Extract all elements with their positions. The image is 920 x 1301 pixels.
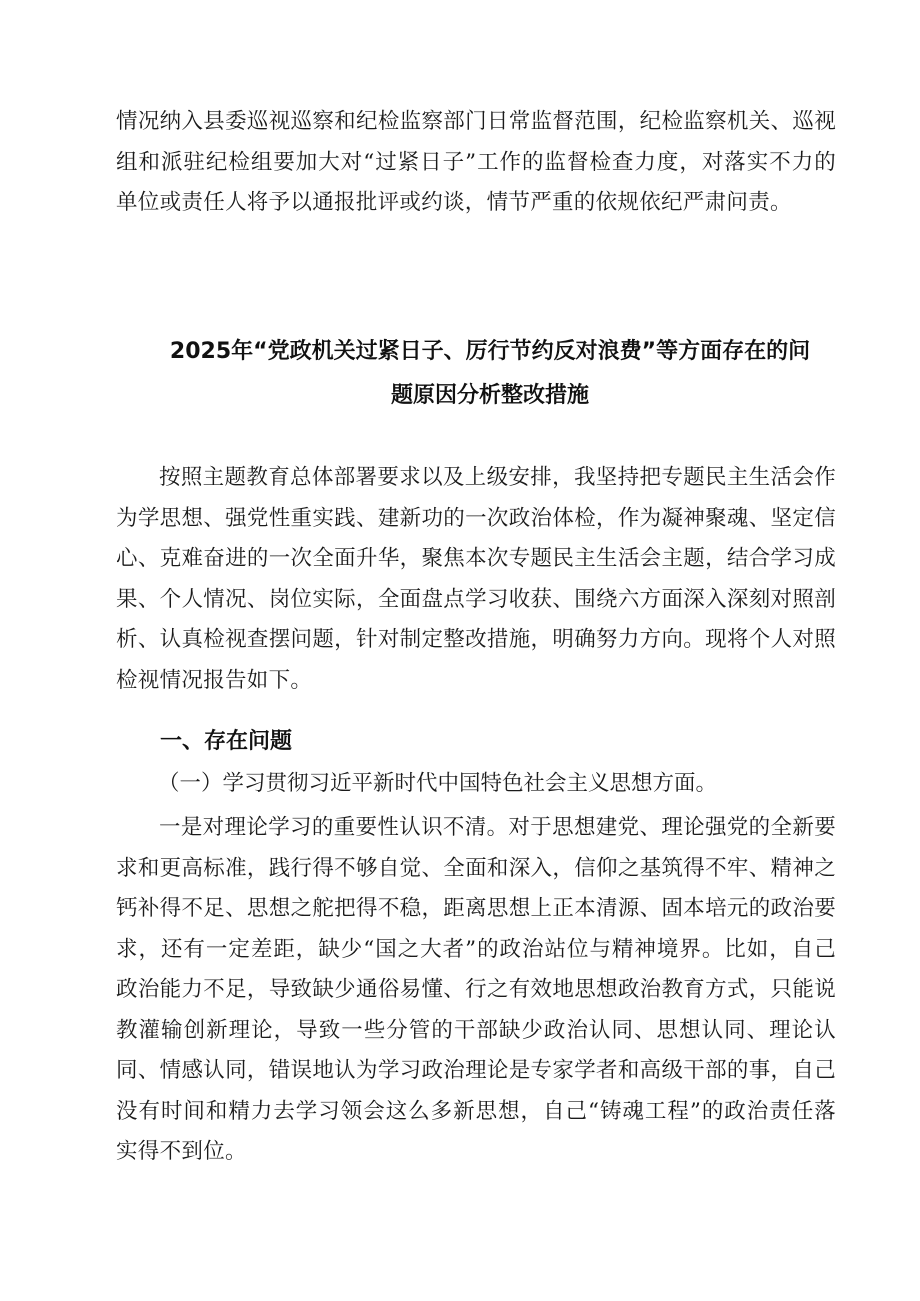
title-line-1: 2025年“党政机关过紧日子、厉行节约反对浪费”等方面存在的问	[169, 339, 811, 364]
problem-paragraph: 一是对理论学习的重要性认识不清。对于思想建党、理论强党的全新要求和更高标准，践行得不够自觉、全面和深入，信仰之基筑得不牢、精神之钙补得不足、思想之舵把得不稳，距离思想上正本清源、固本培元的政治要求，还有一定差距，缺少“国之大者”的政治站位与精神境界。比如，自己政治能力不足，导致缺少通俗易懂、行之有效地思想政治教育方式，只能说教灌输创新理论，导致一些分管的干部缺少政治认同、思想认同、理论认同、情感认同，错误地认为学习政治理论是专家学者和高级干部的事，自己没有时间和精力去学习领会这么多新思想，自己“铸魂工程”的政治责任落实得不到位。	[116, 815, 836, 1164]
continuation-paragraph: 情况纳入县委巡视巡察和纪检监察部门日常监督范围，纪检监察机关、巡视组和派驻纪检组要加大对“过紧日子”工作的监督检查力度，对落实不力的单位或责任人将予以通报批评或约谈，情节严重的依规依纪严肃问责。	[116, 109, 836, 215]
sub-heading: （一）学习贯彻习近平新时代中国特色社会主义思想方面。	[158, 771, 718, 796]
document-title	[130, 330, 850, 418]
intro-paragraph: 按照主题教育总体部署要求以及上级安排，我坚持把专题民主生活会作为学思想、强党性重实践、建新功的一次政治体检，作为凝神聚魂、坚定信心、克难奋进的一次全面升华，聚焦本次专题民主生活会主题，结合学习成果、个人情况、岗位实际，全面盘点学习收获、围绕六方面深入深刻对照剖析、认真检视查摆问题，针对制定整改措施，明确努力方向。现将个人对照检视情况报告如下。	[116, 465, 836, 693]
title-line-2: 题原因分析整改措施	[390, 383, 589, 408]
section-heading: 一、存在问题	[160, 729, 293, 754]
